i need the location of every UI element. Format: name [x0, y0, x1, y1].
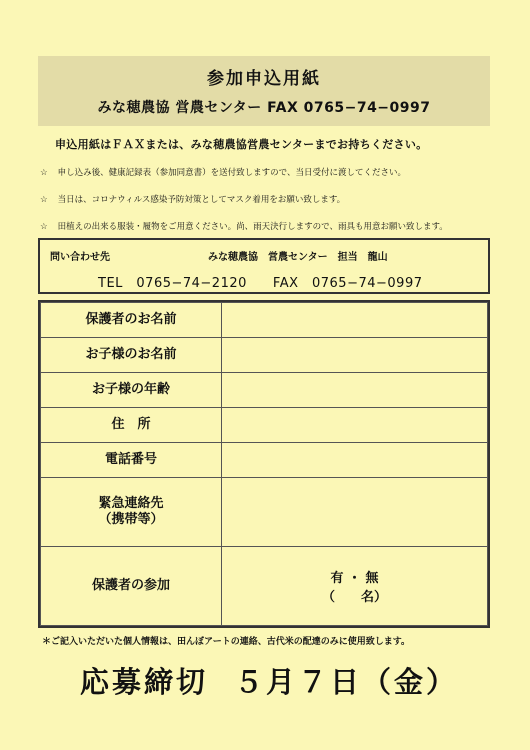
form-label: 保護者の参加 — [41, 546, 222, 625]
application-form — [38, 300, 490, 628]
star-icon: ☆ — [40, 222, 48, 232]
form-row — [41, 338, 488, 373]
form-label: 電話番号 — [41, 443, 222, 478]
note-item — [40, 193, 510, 205]
deadline — [80, 660, 458, 701]
contact-org: みな穂農協 営農センター 担当 龍山 — [208, 252, 388, 263]
form-label: 保護者のお名前 — [41, 303, 222, 338]
child-age-field[interactable] — [222, 373, 488, 408]
page-title: 参加申込用紙 — [207, 69, 321, 89]
form-row — [41, 478, 488, 546]
star-icon: ☆ — [40, 195, 48, 205]
note-item — [40, 166, 510, 178]
deadline-label: 応募締切 — [80, 665, 209, 699]
note-text: 申し込み後、健康記録表（参加同意書）を送付致しますので、当日受付に渡してください。 — [57, 168, 406, 178]
participation-choice: 有 ・ 無 — [330, 570, 379, 586]
form-row — [41, 408, 488, 443]
address-field[interactable] — [222, 408, 488, 443]
form-label: お子様のお名前 — [41, 338, 222, 373]
note-text: 当日は、コロナウィルス感染予防対策としてマスク着用をお願い致します。 — [57, 195, 346, 205]
child-name-field[interactable] — [222, 338, 488, 373]
participation-count: （ 名） — [321, 589, 387, 605]
phone-field[interactable] — [222, 443, 488, 478]
privacy-notice: ＊ご記入いただいた個人情報は、田んぼアートの連絡、古代米の配達のみに使用致します。 — [42, 637, 411, 647]
contact-tel: TEL 0765−74−2120 — [98, 276, 247, 291]
contact-fax: FAX 0765−74−0997 — [272, 276, 423, 291]
contact-box — [38, 238, 490, 294]
contact-label: 問い合わせ先 — [50, 252, 110, 263]
form-row — [41, 303, 488, 338]
form-row — [41, 373, 488, 408]
emergency-sublabel: （携帯等） — [98, 512, 164, 528]
form-label: 住 所 — [41, 408, 222, 443]
form-row — [41, 546, 488, 625]
deadline-date: ５月７日（金） — [234, 665, 459, 699]
emergency-label: 緊急連絡先 — [98, 495, 164, 511]
form-label: お子様の年齢 — [41, 373, 222, 408]
note-item — [40, 220, 510, 232]
guardian-participation-field[interactable] — [222, 546, 488, 625]
form-row — [41, 443, 488, 478]
title-banner — [38, 56, 490, 126]
form-label — [41, 478, 222, 546]
star-icon: ☆ — [40, 168, 48, 178]
note-text: 田植えの出来る服装・履物をご用意ください。尚、雨天決行しますので、雨具も用意お願い致します。 — [57, 222, 448, 232]
emergency-contact-field[interactable] — [222, 478, 488, 546]
fax-subtitle: みな穂農協 営農センター FAX 0765−74−0997 — [97, 100, 431, 116]
submission-instruction: 申込用紙はＦＡＸまたは、みな穂農協営農センターまでお持ちください。 — [55, 138, 428, 151]
guardian-name-field[interactable] — [222, 303, 488, 338]
